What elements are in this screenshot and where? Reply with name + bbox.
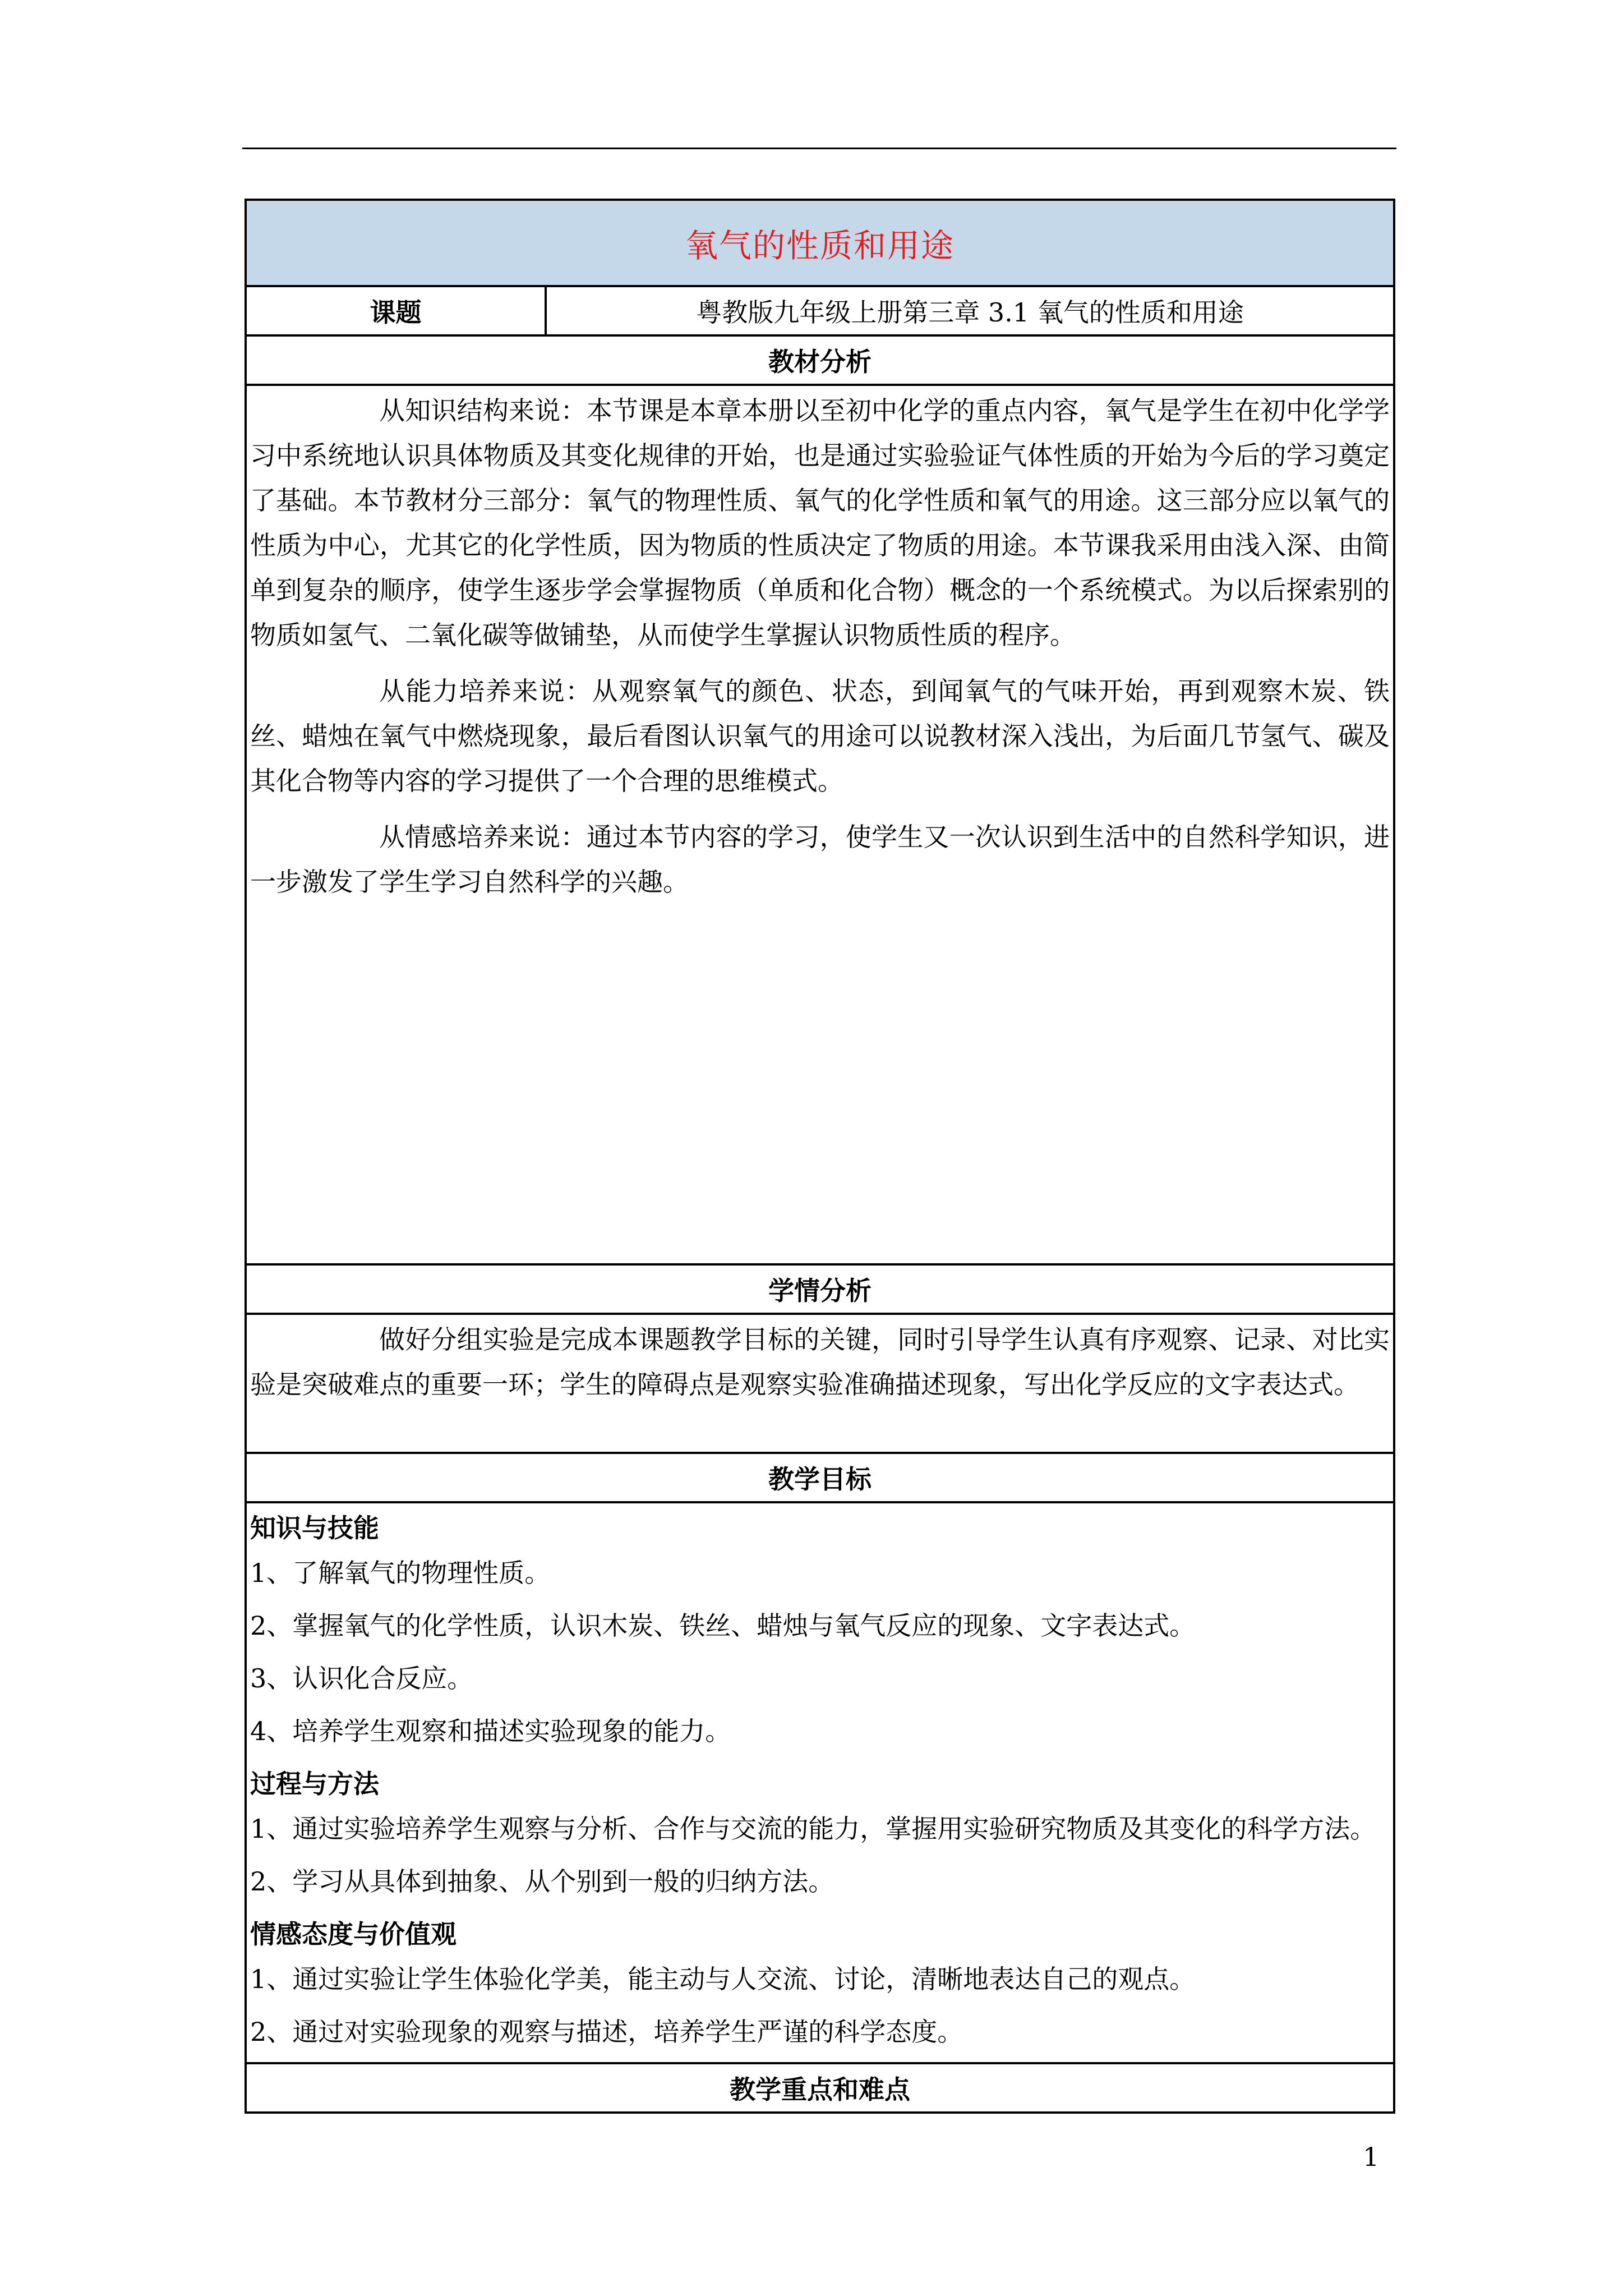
- goal-item: 1、通过实验让学生体验化学美，能主动与人交流、讨论，清晰地表达自己的观点。: [250, 1964, 1196, 1994]
- lesson-plan-table: [245, 199, 1395, 2114]
- header-rule: [242, 148, 1396, 149]
- title-row: [246, 200, 1394, 286]
- student-analysis-paragraph: 做好分组实验是完成本课题教学目标的关键，同时引导学生认真有序观察、记录、对比实验是突破难点的重要一环；学生的障碍点是观察实验准确描述现象，写出化学反应的文字表达式。: [250, 1324, 1390, 1400]
- goal-item: 1、了解氧气的物理性质。: [250, 1558, 551, 1588]
- goal-item: 1、通过实验培养学生观察与分析、合作与交流的能力，掌握用实验研究物质及其变化的科学方法。: [250, 1814, 1376, 1844]
- material-analysis-head-row: [246, 335, 1394, 385]
- material-analysis-body: [246, 385, 1394, 1264]
- material-analysis-paragraph: 从知识结构来说：本节课是本章本册以至初中化学的重点内容，氧气是学生在初中化学学习中系统地认识具体物质及其变化规律的开始，也是通过实验验证气体性质的开始为今后的学习奠定了基础。本节教材分三部分：氧气的物理性质、氧气的化学性质和氧气的用途。这三部分应以氧气的性质为中心，尤其它的化学性质，因为物质的性质决定了物质的用途。本节课我采用由浅入深、由简单到复杂的顺序，使学生逐步学会掌握物质（单质和化合物）概念的一个系统模式。为以后探索别的物质如氢气、二氧化碳等做铺垫，从而使学生掌握认识物质性质的程序。: [250, 395, 1390, 650]
- goal-item: 3、认识化合反应。: [250, 1663, 473, 1694]
- key-points-head-row: [246, 2063, 1394, 2113]
- topic-label: 课题: [246, 286, 546, 335]
- goal-item: 2、通过对实验现象的观察与描述，培养学生严谨的科学态度。: [250, 2017, 963, 2047]
- student-analysis-body: [246, 1314, 1394, 1453]
- teaching-goals-body-row: [246, 1502, 1394, 2063]
- page-number: 1: [1363, 2142, 1380, 2172]
- material-analysis-paragraph: 从能力培养来说：从观察氧气的颜色、状态，到闻氧气的气味开始，再到观察木炭、铁丝、蜡烛在氧气中燃烧现象，最后看图认识氧气的用途可以说教材深入浅出，为后面几节氢气、碳及其化合物等内容的学习提供了一个合理的思维模式。: [250, 676, 1390, 796]
- goal-item: 4、培养学生观察和描述实验现象的能力。: [250, 1716, 731, 1746]
- goal-group-title: 情感态度与价值观: [250, 1919, 457, 1949]
- material-analysis-body-row: [246, 385, 1394, 1264]
- student-analysis-heading: 学情分析: [246, 1264, 1394, 1314]
- teaching-goals-heading: 教学目标: [246, 1453, 1394, 1502]
- goal-item: 2、学习从具体到抽象、从个别到一般的归纳方法。: [250, 1866, 834, 1897]
- goal-group-title: 过程与方法: [250, 1769, 379, 1799]
- teaching-goals-body: [246, 1502, 1394, 2063]
- document-title: 氧气的性质和用途: [246, 200, 1394, 286]
- material-analysis-heading: 教材分析: [246, 335, 1394, 385]
- student-analysis-body-row: [246, 1314, 1394, 1453]
- material-analysis-paragraph: 从情感培养来说：通过本节内容的学习，使学生又一次认识到生活中的自然科学知识，进一步激发了学生学习自然科学的兴趣。: [250, 822, 1390, 897]
- topic-value: 粤教版九年级上册第三章 3.1 氧气的性质和用途: [546, 286, 1394, 335]
- goal-group-title: 知识与技能: [250, 1513, 379, 1543]
- teaching-goals-head-row: [246, 1453, 1394, 1502]
- student-analysis-head-row: [246, 1264, 1394, 1314]
- goal-item: 2、掌握氧气的化学性质，认识木炭、铁丝、蜡烛与氧气反应的现象、文字表达式。: [250, 1611, 1196, 1641]
- topic-row: [246, 286, 1394, 335]
- key-points-heading: 教学重点和难点: [246, 2063, 1394, 2113]
